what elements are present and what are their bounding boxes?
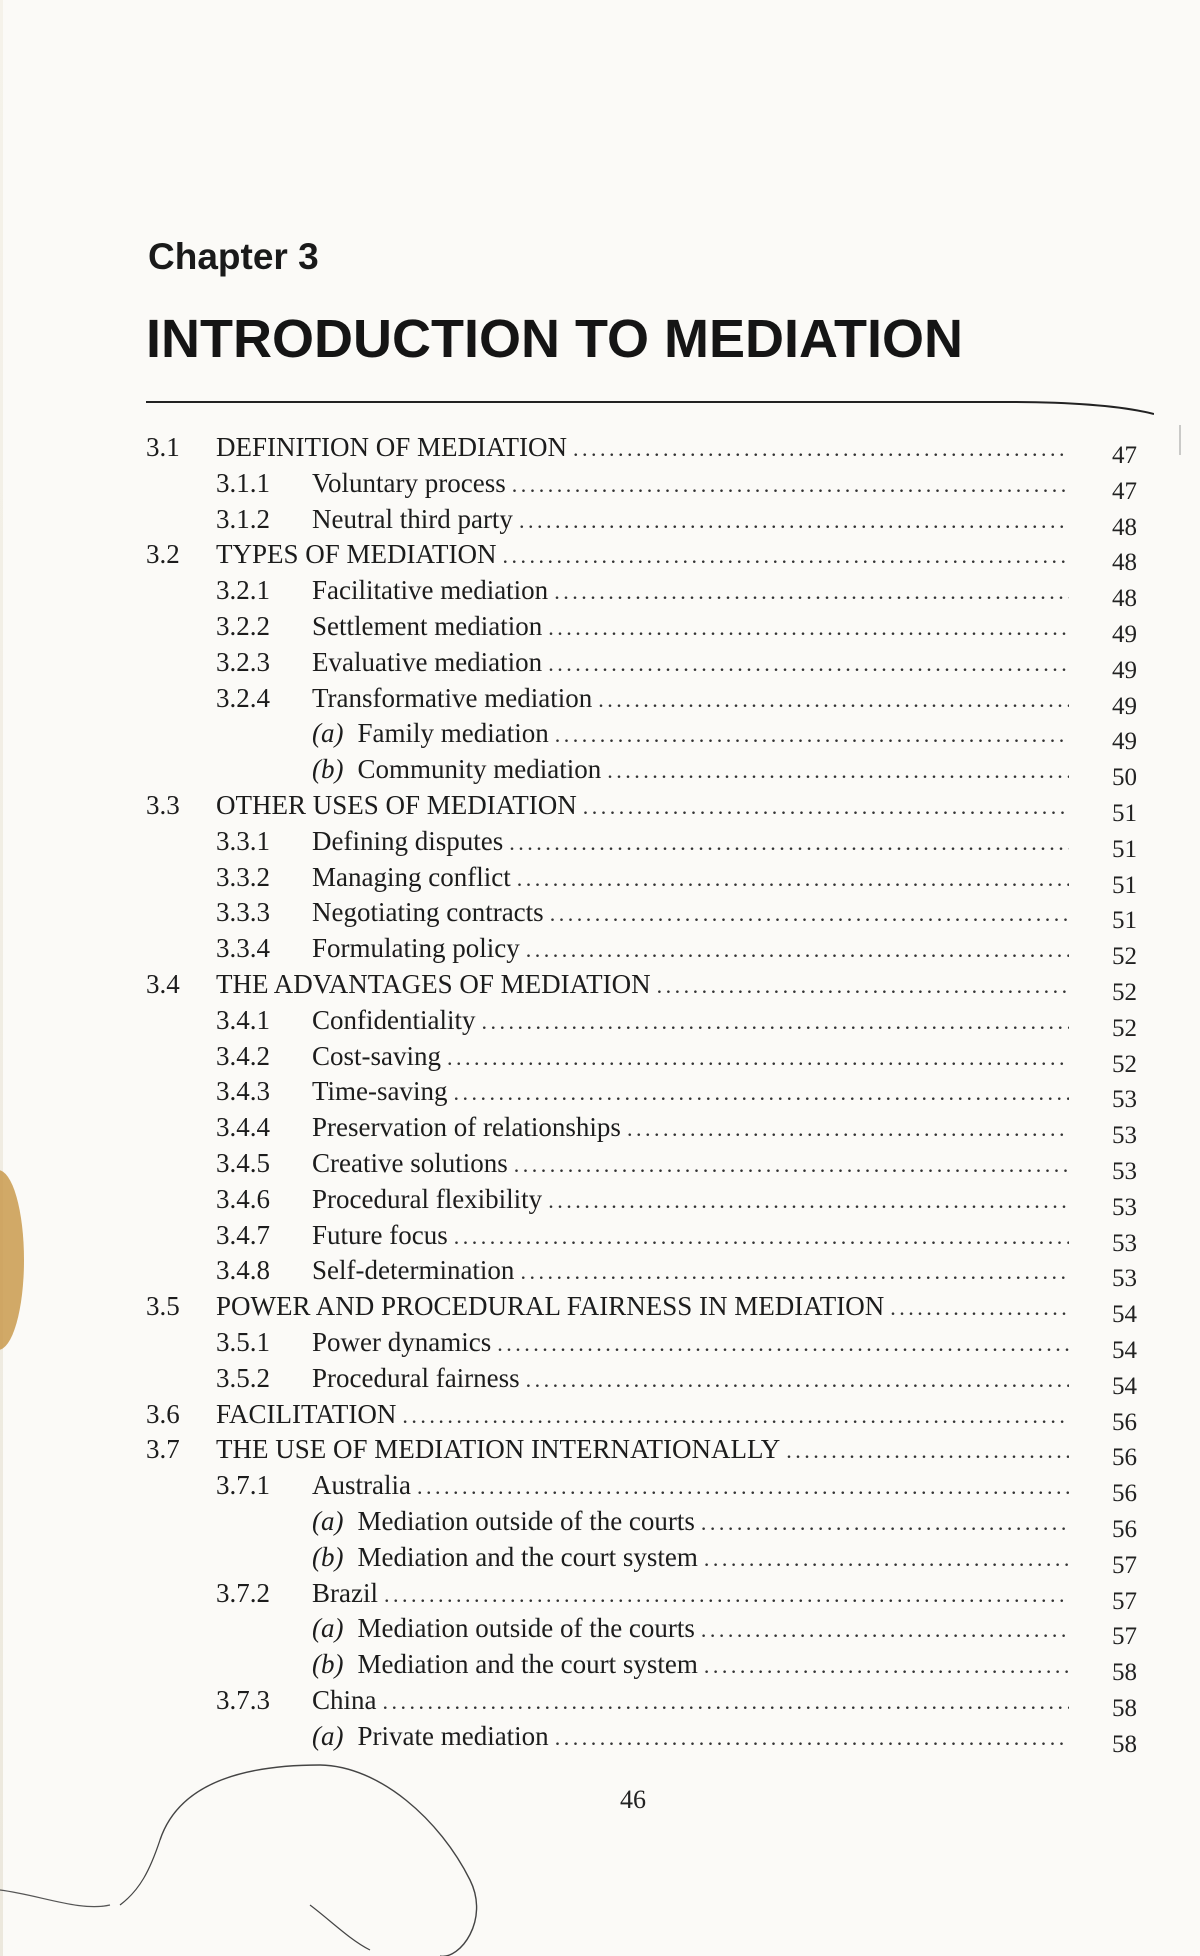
toc-entry-number: 3.4.4 [216, 1112, 270, 1143]
toc-leader-dots [657, 973, 1069, 999]
toc-leader-dots [454, 1080, 1069, 1106]
toc-entry-title: Mediation outside of the courts [357, 1506, 695, 1536]
toc-entry [146, 432, 1075, 466]
toc-entry-number: 3.7 [146, 1434, 180, 1465]
toc-entry-page: 49 [1112, 621, 1137, 648]
toc-entry-title: Self-determination [312, 1255, 515, 1286]
toc-entry [216, 683, 1075, 717]
toc-leader-dots [402, 1403, 1069, 1429]
toc-entry-page: 48 [1112, 585, 1137, 613]
toc-entry-title: Managing conflict [312, 861, 511, 892]
pencil-curve-tail [120, 1840, 160, 1905]
toc-entry [216, 933, 1075, 967]
toc-entry-number: 3.2.4 [216, 682, 270, 713]
toc-entry [216, 1363, 1075, 1397]
toc-entry [216, 1184, 1075, 1218]
toc-entry-number: (a) [312, 1613, 344, 1644]
toc-entry-page: 49 [1112, 656, 1137, 684]
toc-entry [216, 1076, 1075, 1110]
toc-entry-page: 47 [1112, 477, 1137, 505]
toc-leader-dots [627, 1116, 1069, 1142]
toc-entry [146, 539, 1075, 573]
toc-entry-page: 56 [1112, 1444, 1137, 1472]
toc-leader-dots [503, 543, 1069, 569]
toc-entry-title: Procedural flexibility [312, 1183, 543, 1214]
toc-entry-number: 3.2.1 [216, 575, 270, 606]
toc-leader-dots [704, 1546, 1069, 1572]
toc-leader-dots [548, 615, 1069, 641]
toc-entry-page: 58 [1112, 1659, 1137, 1687]
toc-entry-number: 3.1 [146, 432, 180, 462]
toc-entry [216, 1578, 1075, 1612]
toc-entry-title: Confidentiality [312, 1004, 476, 1035]
toc-entry-number: 3.5 [146, 1291, 180, 1322]
toc-entry-page: 52 [1112, 1014, 1137, 1042]
toc-leader-dots [554, 579, 1069, 605]
toc-leader-dots [454, 1224, 1069, 1250]
toc-entry-title: THE ADVANTAGES OF MEDIATION [216, 969, 651, 999]
toc-leader-dots [573, 436, 1069, 462]
toc-entry-title: Private mediation [357, 1720, 549, 1751]
toc-entry [146, 969, 1075, 1003]
toc-leader-dots [548, 1188, 1069, 1214]
chapter-label: Chapter 3 [148, 236, 319, 277]
toc-entry [312, 1649, 1075, 1683]
toc-entry-title: Mediation and the court system [357, 1649, 698, 1680]
toc-leader-dots [519, 508, 1069, 534]
toc-entry-title: Cost-saving [312, 1040, 442, 1071]
toc-entry-title: Evaluative mediation [312, 646, 543, 677]
toc-leader-dots [555, 722, 1069, 748]
toc-leader-dots [526, 1367, 1069, 1393]
toc-entry-page: 54 [1112, 1301, 1137, 1329]
toc-entry-number: (b) [312, 754, 344, 785]
toc-entry-page: 53 [1112, 1265, 1137, 1293]
toc-entry-page: 53 [1112, 1158, 1137, 1185]
toc-entry-title: TYPES OF MEDIATION [216, 539, 497, 570]
toc-leader-dots [701, 1510, 1069, 1536]
toc-entry [216, 1327, 1075, 1361]
toc-leader-dots [701, 1617, 1069, 1643]
toc-entry-number: 3.4.3 [216, 1076, 270, 1107]
toc-leader-dots [890, 1295, 1069, 1321]
toc-entry-page: 53 [1112, 1086, 1137, 1114]
toc-entry-page: 49 [1112, 692, 1137, 720]
toc-entry-number: 3.2.2 [216, 611, 270, 641]
toc-entry [312, 754, 1075, 788]
toc-entry-number: 3.4 [146, 969, 180, 999]
toc-entry [312, 1506, 1075, 1540]
toc-leader-dots [512, 472, 1069, 498]
toc-entry [312, 1542, 1075, 1576]
title-rule [146, 398, 1154, 418]
toc-entry [216, 1112, 1075, 1146]
toc-leader-dots [481, 1009, 1069, 1035]
toc-entry-title: Preservation of relationships [312, 1112, 621, 1143]
toc-entry-page: 53 [1112, 1229, 1137, 1257]
toc-entry-title: China [312, 1685, 377, 1715]
toc-leader-dots [509, 830, 1069, 856]
toc-leader-dots [383, 1689, 1070, 1715]
toc-entry-page: 56 [1112, 1480, 1137, 1508]
toc-entry-page: 53 [1112, 1193, 1137, 1221]
page-edge [0, 0, 3, 1956]
toc-entry-page: 58 [1112, 1695, 1137, 1722]
toc-leader-dots [447, 1045, 1069, 1071]
toc-entry-title: Creative solutions [312, 1148, 508, 1178]
toc-entry [216, 647, 1075, 681]
toc-entry-number: (a) [312, 718, 344, 749]
toc-entry-page: 48 [1112, 549, 1137, 577]
toc-entry-number: 3.2.3 [216, 646, 270, 677]
toc-entry-page: 52 [1112, 1050, 1137, 1078]
toc-leader-dots [520, 1259, 1069, 1285]
toc-entry [216, 862, 1075, 896]
thumb-shadow [0, 1170, 24, 1350]
toc-entry [216, 1255, 1075, 1289]
toc-leader-dots [786, 1438, 1069, 1464]
toc-entry-number: (b) [312, 1541, 344, 1572]
toc-entry-page: 57 [1112, 1623, 1137, 1651]
toc-entry-page: 57 [1112, 1587, 1137, 1615]
toc-entry-title: Facilitative mediation [312, 575, 549, 606]
toc-entry-page: 53 [1112, 1122, 1137, 1150]
toc-entry-number: 3.5.1 [216, 1327, 270, 1357]
toc-entry-number: 3.4.7 [216, 1219, 270, 1250]
toc-entry-title: Formulating policy [312, 933, 520, 964]
toc-entry-number: 3.1.1 [216, 467, 270, 498]
toc-entry-title: Mediation and the court system [357, 1541, 698, 1572]
toc-leader-dots [384, 1582, 1069, 1608]
toc-entry-title: Family mediation [357, 718, 549, 749]
toc-leader-dots [555, 1725, 1069, 1751]
toc-entry [216, 504, 1075, 538]
toc-entry [146, 1291, 1075, 1325]
toc-entry-page: 50 [1112, 764, 1137, 792]
toc-entry-title: DEFINITION OF MEDIATION [216, 432, 567, 462]
toc-entry-page: 51 [1112, 835, 1137, 863]
toc-entry [312, 1613, 1075, 1647]
toc-entry [312, 718, 1075, 752]
toc-leader-dots [550, 901, 1069, 927]
toc-leader-dots [514, 1152, 1069, 1178]
toc-entry-number: 3.4.8 [216, 1255, 270, 1286]
toc-entry-title: Future focus [312, 1219, 448, 1250]
toc-entry-number: 3.7.3 [216, 1685, 270, 1715]
toc-entry [216, 826, 1075, 860]
toc-entry-title: Brazil [312, 1577, 378, 1608]
toc-entry-number: (b) [312, 1649, 344, 1680]
toc-entry-title: Power dynamics [312, 1327, 492, 1357]
toc-entry [312, 1721, 1075, 1755]
toc-entry-number: 3.2 [146, 539, 180, 570]
toc-entry-number: (a) [312, 1506, 344, 1536]
toc-leader-dots [526, 937, 1069, 963]
toc-entry-title: Procedural fairness [312, 1362, 520, 1393]
toc-entry-title: OTHER USES OF MEDIATION [216, 790, 577, 820]
toc-entry-number: 3.3 [146, 790, 180, 820]
toc-leader-dots [607, 758, 1069, 784]
toc-entry-page: 51 [1112, 800, 1137, 827]
toc-entry-number: 3.7.2 [216, 1577, 270, 1608]
toc-entry-title: Australia [312, 1470, 411, 1501]
pencil-hook [310, 1905, 370, 1950]
pencil-stroke [0, 1890, 110, 1907]
toc-entry-number: 3.5.2 [216, 1362, 270, 1393]
toc-entry-title: Defining disputes [312, 825, 504, 856]
toc-entry [216, 1685, 1075, 1719]
toc-leader-dots [517, 866, 1069, 892]
toc-entry-title: Transformative mediation [312, 682, 593, 713]
toc-entry [216, 1220, 1075, 1254]
toc-entry-title: Community mediation [357, 754, 602, 785]
toc-entry-number: 3.4.6 [216, 1183, 270, 1214]
toc-entry-number: 3.4.2 [216, 1040, 270, 1071]
toc-entry [216, 575, 1075, 609]
toc-entry-number: 3.1.2 [216, 503, 270, 534]
toc-leader-dots [598, 687, 1069, 713]
toc-entry-title: FACILITATION [216, 1398, 397, 1429]
toc-entry-page: 57 [1112, 1551, 1137, 1579]
toc-entry-page: 56 [1112, 1516, 1137, 1543]
toc-entry-number: 3.3.2 [216, 861, 270, 892]
toc-entry-page: 58 [1112, 1730, 1137, 1758]
toc-leader-dots [704, 1653, 1069, 1679]
toc-entry-title: Settlement mediation [312, 611, 543, 641]
toc-entry [146, 1399, 1075, 1433]
toc-entry [216, 1148, 1075, 1182]
toc-entry-number: 3.3.3 [216, 897, 270, 928]
toc-entry-page: 54 [1112, 1337, 1137, 1364]
toc-entry-page: 51 [1112, 871, 1137, 899]
toc-leader-dots [583, 794, 1069, 820]
toc-entry-page: 56 [1112, 1408, 1137, 1436]
toc-entry [216, 468, 1075, 502]
toc-entry-number: 3.4.1 [216, 1004, 270, 1035]
toc-leader-dots [548, 651, 1069, 677]
toc-entry-page: 54 [1112, 1372, 1137, 1400]
toc-entry [146, 790, 1075, 824]
toc-entry-number: 3.6 [146, 1398, 180, 1429]
toc-entry-title: THE USE OF MEDIATION INTERNATIONALLY [216, 1434, 781, 1465]
toc-entry-title: POWER AND PROCEDURAL FAIRNESS IN MEDIATION [216, 1291, 885, 1322]
toc-entry-number: (a) [312, 1720, 344, 1751]
toc-entry [216, 1041, 1075, 1075]
toc-entry [216, 611, 1075, 645]
chapter-title: INTRODUCTION TO MEDIATION [146, 309, 963, 369]
toc-entry-page: 52 [1112, 979, 1137, 1006]
toc-entry [216, 1005, 1075, 1039]
page-number: 46 [620, 1785, 646, 1814]
toc-entry-page: 48 [1112, 513, 1137, 541]
toc-entry-page: 47 [1112, 442, 1137, 469]
toc-entry-title: Neutral third party [312, 503, 513, 534]
toc-entry-page: 51 [1112, 907, 1137, 935]
toc-entry [146, 1434, 1075, 1468]
toc-entry-page: 52 [1112, 943, 1137, 971]
toc-leader-dots [417, 1474, 1069, 1500]
toc-leader-dots [497, 1331, 1069, 1357]
toc-entry-title: Mediation outside of the courts [357, 1613, 695, 1644]
toc-entry-number: 3.3.4 [216, 933, 270, 964]
toc-entry-number: 3.7.1 [216, 1470, 270, 1501]
toc-entry [216, 897, 1075, 931]
toc-entry [216, 1470, 1075, 1504]
toc-entry-number: 3.3.1 [216, 825, 270, 856]
toc-entry-title: Voluntary process [312, 467, 506, 498]
toc-entry-title: Negotiating contracts [312, 897, 544, 928]
toc-entry-title: Time-saving [312, 1076, 448, 1107]
pencil-curve [160, 1765, 477, 1956]
toc-entry-number: 3.4.5 [216, 1148, 270, 1178]
toc-entry-page: 49 [1112, 728, 1137, 756]
